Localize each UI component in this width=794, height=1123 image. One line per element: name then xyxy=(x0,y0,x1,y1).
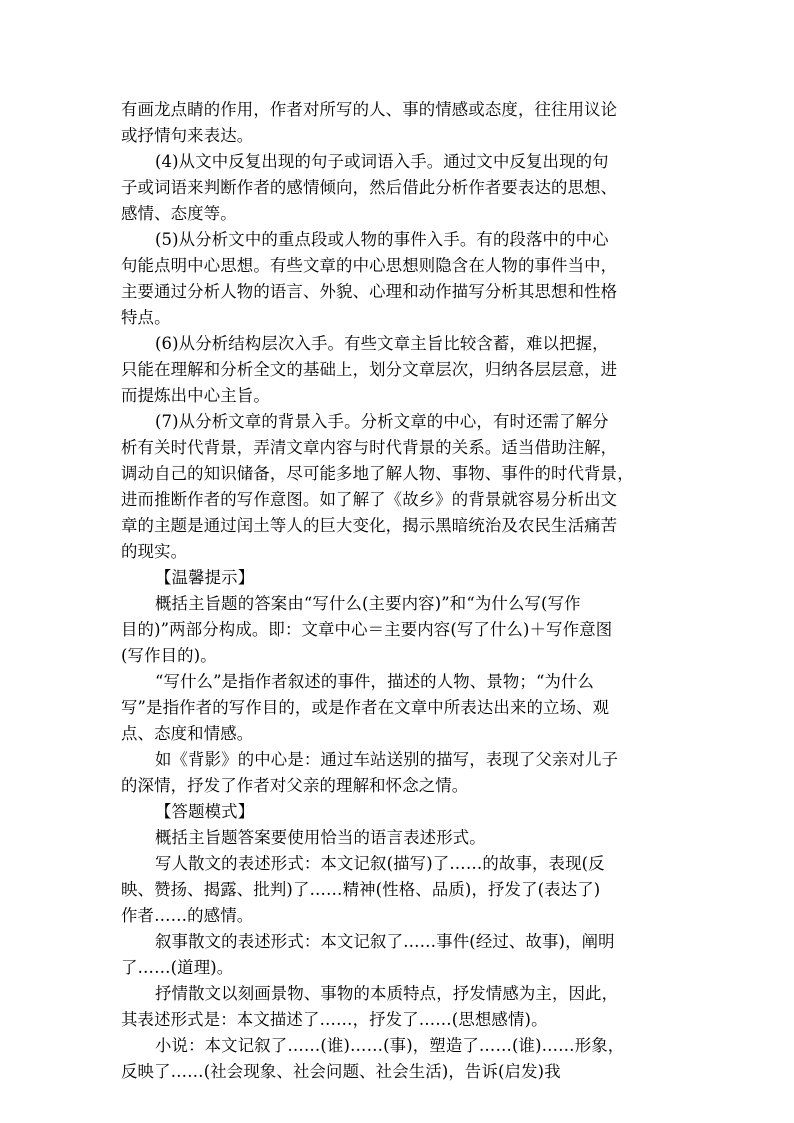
line-text: 或抒情句来表达。 xyxy=(121,126,254,145)
line-text: 只能在理解和分析全文的基础上，划分文章层次，归纳各层层意，进 xyxy=(121,360,618,379)
text-line xyxy=(0,461,794,487)
line-text: 的现实。 xyxy=(121,542,188,561)
text-line xyxy=(0,253,794,279)
text-line xyxy=(0,409,794,435)
heading-text: 【温馨提示】 xyxy=(155,568,255,587)
text-line xyxy=(0,851,794,877)
line-text: 写”是指作者的写作目的，或是作者在文章中所表达出来的立场、观 xyxy=(121,698,610,717)
line-text: (5)从分析文中的重点段或人物的事件入手。有的段落中的中心 xyxy=(155,230,609,249)
line-text: 映、赞扬、揭露、批判)了……精神(性格、品质)，抒发了(表达了) xyxy=(121,880,601,899)
text-line xyxy=(0,1033,794,1059)
text-line xyxy=(0,929,794,955)
line-text: (4)从文中反复出现的句子或词语入手。通过文中反复出现的句 xyxy=(155,152,609,171)
text-line xyxy=(0,695,794,721)
line-text: (写作目的)。 xyxy=(121,646,217,665)
text-line xyxy=(0,955,794,981)
text-line xyxy=(0,383,794,409)
text-line xyxy=(0,487,794,513)
heading-text: 【答题模式】 xyxy=(155,802,255,821)
text-line xyxy=(0,305,794,331)
line-text: (6)从分析结构层次入手。有些文章主旨比较含蓄，难以把握， xyxy=(155,334,609,353)
line-text: 有画龙点睛的作用，作者对所写的人、事的情感或态度，往往用议论 xyxy=(121,100,618,119)
line-text: 点、态度和情感。 xyxy=(121,724,254,743)
text-line xyxy=(0,721,794,747)
section-heading xyxy=(0,565,794,591)
line-text: 而提炼出中心主旨。 xyxy=(121,386,270,405)
text-line xyxy=(0,643,794,669)
text-line xyxy=(0,981,794,1007)
text-line xyxy=(0,669,794,695)
line-text: 叙事散文的表述形式：本文记叙了……事件(经过、故事)，阐明 xyxy=(155,932,615,951)
line-text: 概括主旨题答案要使用恰当的语言表述形式。 xyxy=(155,828,486,847)
line-text: 如《背影》的中心是：通过车站送别的描写，表现了父亲对儿子 xyxy=(155,750,619,769)
line-text: 作者……的感情。 xyxy=(121,906,254,925)
text-line xyxy=(0,227,794,253)
text-line xyxy=(0,175,794,201)
section-heading xyxy=(0,799,794,825)
line-text: 句能点明中心思想。有些文章的中心思想则隐含在人物的事件当中， xyxy=(121,256,618,275)
line-text: 调动自己的知识储备，尽可能多地了解人物、事物、事件的时代背景， xyxy=(121,464,634,483)
line-text: 反映了……(社会现象、社会问题、社会生活)，告诉(启发)我 xyxy=(121,1062,561,1081)
line-text: (7)从分析文章的背景入手。分析文章的中心，有时还需了解分 xyxy=(155,412,609,431)
text-line xyxy=(0,591,794,617)
text-line xyxy=(0,877,794,903)
line-text: 析有关时代背景，弄清文章内容与时代背景的关系。适当借助注解， xyxy=(121,438,618,457)
text-line xyxy=(0,513,794,539)
text-line xyxy=(0,773,794,799)
line-text: 章的主题是通过闰土等人的巨大变化，揭示黑暗统治及农民生活痛苦 xyxy=(121,516,618,535)
text-line xyxy=(0,747,794,773)
line-text: 小说：本文记叙了……(谁)……(事)，塑造了……(谁)……形象， xyxy=(155,1036,625,1055)
line-text: 抒情散文以刻画景物、事物的本质特点，抒发情感为主，因此， xyxy=(155,984,619,1003)
text-line xyxy=(0,903,794,929)
text-line xyxy=(0,825,794,851)
line-text: “写什么”是指作者叙述的事件，描述的人物、景物；“为什么 xyxy=(155,672,595,691)
line-text: 感情、态度等。 xyxy=(121,204,237,223)
text-line xyxy=(0,331,794,357)
text-line xyxy=(0,1059,794,1085)
text-line xyxy=(0,123,794,149)
line-text: 的深情，抒发了作者对父亲的理解和怀念之情。 xyxy=(121,776,469,795)
line-text: 其表述形式是：本文描述了……，抒发了……(思想感情)。 xyxy=(121,1010,548,1029)
text-line xyxy=(0,97,794,123)
text-line xyxy=(0,1007,794,1033)
text-line xyxy=(0,617,794,643)
text-line xyxy=(0,149,794,175)
line-text: 写人散文的表述形式：本文记叙(描写)了……的故事，表现(反 xyxy=(155,854,605,873)
text-line xyxy=(0,279,794,305)
text-line xyxy=(0,539,794,565)
text-line xyxy=(0,201,794,227)
line-text: 特点。 xyxy=(121,308,171,327)
line-text: 子或词语来判断作者的感情倾向，然后借此分析作者要表达的思想、 xyxy=(121,178,618,197)
line-text: 主要通过分析人物的语言、外貌、心理和动作描写分析其思想和性格 xyxy=(121,282,618,301)
line-text: 概括主旨题的答案由“写什么(主要内容)”和“为什么写(写作 xyxy=(155,594,581,613)
line-text: 目的)”两部分构成。即：文章中心＝主要内容(写了什么)＋写作意图 xyxy=(121,620,613,639)
text-line xyxy=(0,435,794,461)
text-line xyxy=(0,357,794,383)
line-text: 了……(道理)。 xyxy=(121,958,234,977)
line-text: 进而推断作者的写作意图。如了解了《故乡》的背景就容易分析出文 xyxy=(121,490,618,509)
